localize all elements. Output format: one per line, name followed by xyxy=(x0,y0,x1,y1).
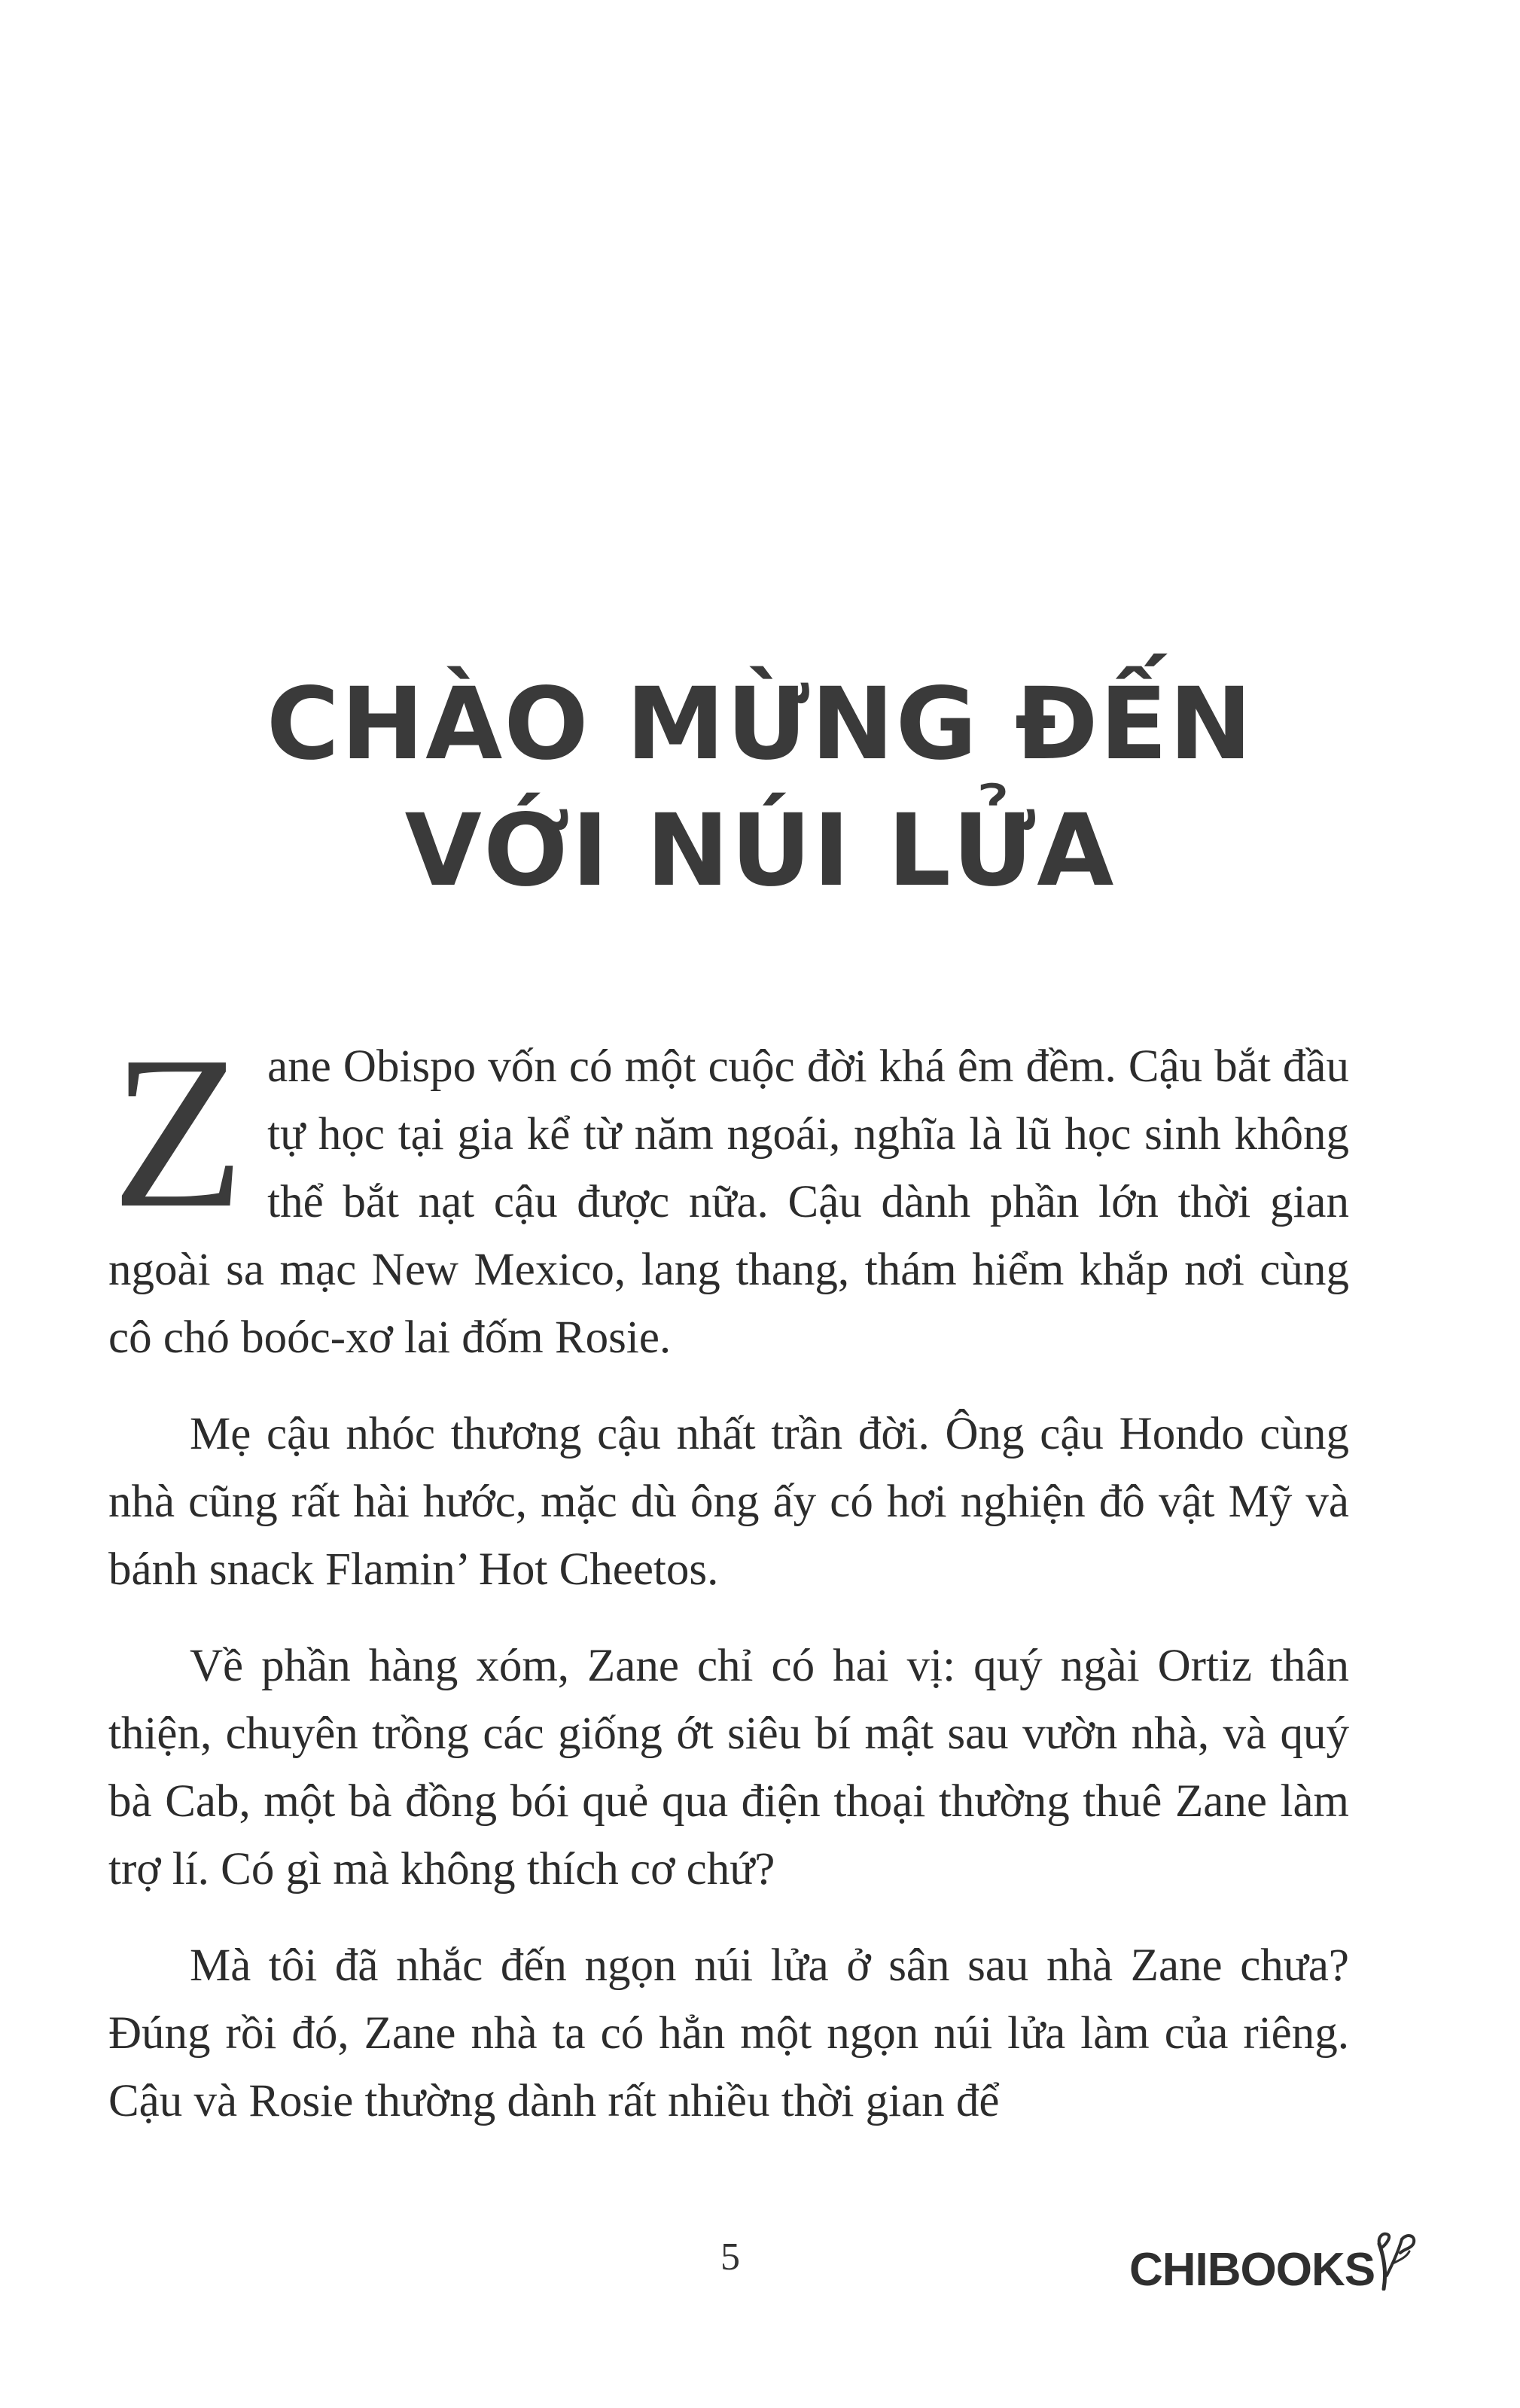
paragraph-2: Mẹ cậu nhóc thương cậu nhất trần đời. Ông cậu Hondo cùng nhà cũng rất hài hước, mặc dù ông ấy có hơi nghiện đô vật Mỹ và bánh snack Flamin’ Hot Cheetos. xyxy=(108,1409,1349,1595)
leaf-sprout-icon xyxy=(1376,2230,1418,2291)
publisher-logo xyxy=(1129,2230,1418,2297)
publisher-name: CHIBOOKS xyxy=(1129,2244,1375,2296)
paragraph-3: Về phần hàng xóm, Zane chỉ có hai vị: quý ngài Ortiz thân thiện, chuyên trồng các giống ớt siêu bí mật sau vườn nhà, và quý bà Cab, một bà đồng bói quẻ qua điện thoại thường thuê Zane làm trợ lí. Có gì mà không thích cơ chứ? xyxy=(108,1641,1349,1894)
chapter-body xyxy=(108,1011,1349,2164)
page-number: 5 xyxy=(720,2236,740,2278)
chapter-title-line-2: VỚI NÚI LỬA xyxy=(404,793,1116,910)
drop-cap: Z xyxy=(111,1011,245,1253)
chapter-title-line-1: CHÀO MỪNG ĐẾN xyxy=(266,666,1254,783)
chapter-title xyxy=(0,661,1520,914)
paragraph-4: Mà tôi đã nhắc đến ngọn núi lửa ở sân sau nhà Zane chưa? Đúng rồi đó, Zane nhà ta có hẳn một ngọn núi lửa làm của riêng. Cậu và Rosie thường dành rất nhiều thời gian để xyxy=(108,1940,1349,2126)
paragraph-1 xyxy=(108,1011,1349,1372)
paragraph-1-text: ane Obispo vốn có một cuộc đời khá êm đềm. Cậu bắt đầu tự học tại gia kể từ năm ngoái, nghĩa là lũ học sinh không thể bắt nạt cậu được nữa. Cậu dành phần lớn thời gian ngoài sa mạc New Mexico, lang thang, thám hiểm khắp nơi cùng cô chó boóc-xơ lai đốm Rosie. xyxy=(108,1041,1349,1363)
